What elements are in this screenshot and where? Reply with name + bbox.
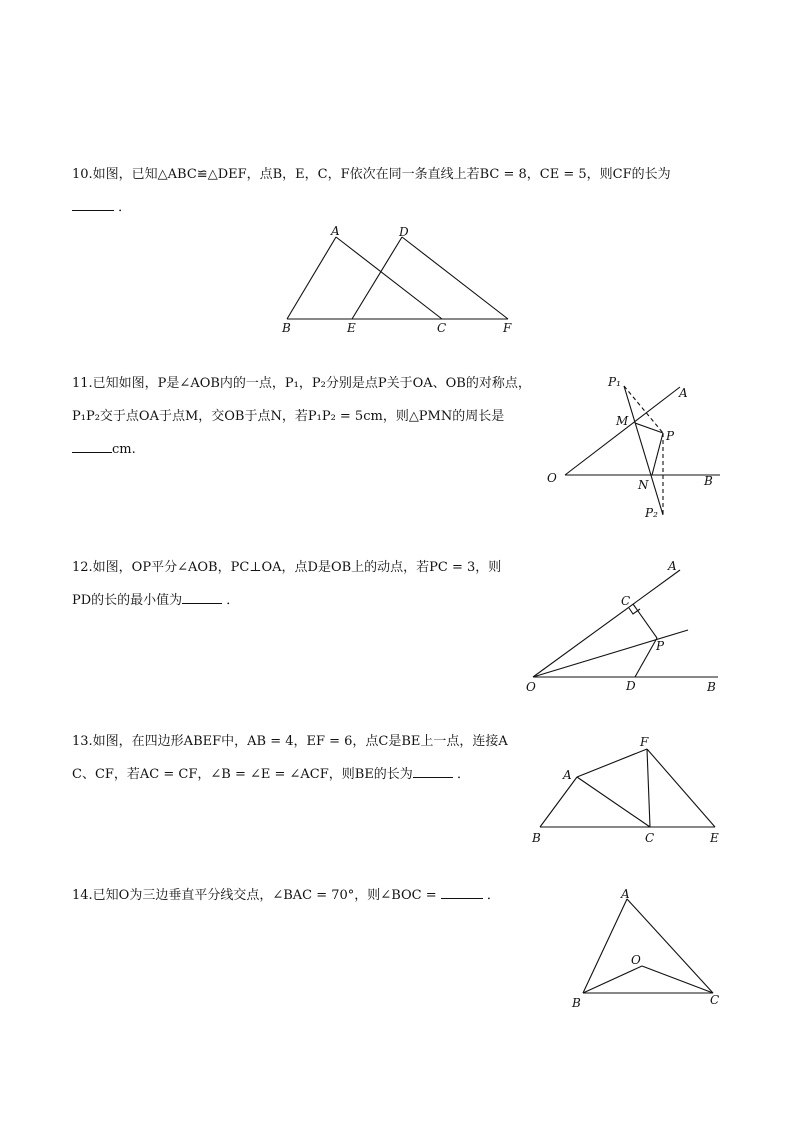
segment-AC — [577, 777, 650, 827]
label-A: A — [331, 224, 340, 238]
label-C: C — [621, 594, 631, 608]
segment-CP — [633, 604, 657, 638]
q10-period: ． — [114, 200, 132, 215]
q11-figure — [540, 372, 730, 522]
label-E: E — [347, 321, 356, 335]
question-13 — [72, 725, 508, 791]
segment-BO — [583, 966, 642, 993]
label-A: A — [679, 386, 688, 400]
segment-AF — [577, 749, 647, 777]
label-B: B — [704, 474, 713, 488]
ray-OP — [533, 630, 688, 677]
question-12 — [72, 551, 501, 617]
label-C: C — [437, 321, 447, 335]
label-P: P — [666, 429, 675, 443]
label-P1: P₁ — [608, 375, 621, 389]
q13-period: ． — [452, 767, 470, 782]
segment-PD — [635, 638, 657, 677]
label-D: D — [399, 225, 409, 239]
q12-text-line1: 12.如图，OP平分∠AOB，PC⊥OA，点D是OB上的动点，若PC = 3，则 — [72, 560, 502, 575]
question-10 — [72, 158, 671, 224]
label-C: C — [710, 993, 720, 1007]
segment-DE — [352, 237, 402, 319]
label-B: B — [707, 680, 716, 694]
q10-text-line1: 10.如图，已知△ABC≌△DEF，点B，E，C，F依次在同一条直线上若BC = 8，CE = 5，则CF的长为 — [72, 167, 671, 182]
q10-answer-blank[interactable] — [72, 196, 114, 211]
label-B: B — [282, 321, 291, 335]
q11-unit: cm. — [112, 442, 136, 457]
segment-BA — [540, 777, 577, 827]
label-M: M — [616, 414, 629, 428]
label-P: P — [656, 639, 665, 653]
q14-text: 14.已知O为三边垂直平分线交点，∠BAC = 70°，则∠BOC = — [72, 888, 441, 903]
label-A: A — [668, 559, 677, 573]
label-N: N — [638, 478, 649, 492]
q11-text-line2: P₁P₂交于点OA于点M，交OB于点N，若P₁P₂ = 5cm，则△PMN的周长是 — [72, 409, 505, 424]
label-A: A — [621, 887, 630, 901]
segment-CF — [647, 749, 650, 827]
label-A: A — [563, 768, 572, 782]
ray-OA — [533, 570, 680, 677]
segment-MP — [635, 423, 663, 433]
segment-AC — [627, 899, 713, 993]
q11-text-line1: 11.已知如图，P是∠AOB内的一点，P₁，P₂分别是点P关于OA、OB的对称点， — [72, 376, 531, 391]
q12-figure — [520, 558, 730, 703]
label-P2: P₂ — [645, 506, 658, 520]
q12-period: ． — [222, 593, 240, 608]
segment-BA — [583, 899, 627, 993]
label-F: F — [503, 321, 512, 335]
segment-AB — [287, 237, 336, 319]
q11-answer-blank[interactable] — [72, 438, 112, 453]
q14-answer-blank[interactable] — [441, 884, 483, 899]
q13-text-line1: 13.如图，在四边形ABEF中，AB = 4，EF = 6，点C是BE上一点，连接A — [72, 734, 508, 749]
label-F: F — [640, 735, 649, 749]
q12-text-line2: PD的长的最小值为 — [72, 593, 183, 608]
label-O: O — [526, 680, 536, 694]
question-14 — [72, 879, 500, 912]
q13-text-line2: C、CF，若AC = CF，∠B = ∠E = ∠ACF，则BE的长为 — [72, 767, 413, 782]
label-C: C — [645, 831, 655, 845]
question-11 — [72, 367, 531, 466]
q14-figure — [565, 882, 730, 1012]
q13-answer-blank[interactable] — [413, 763, 453, 778]
label-O: O — [547, 471, 557, 485]
segment-P1P2 — [624, 386, 663, 515]
q10-figure — [270, 222, 530, 342]
label-E: E — [710, 831, 719, 845]
segment-FE — [647, 749, 715, 827]
segment-AC — [336, 237, 442, 319]
q14-period: ． — [482, 888, 500, 903]
q13-figure — [525, 732, 730, 847]
q12-answer-blank[interactable] — [182, 589, 222, 604]
segment-PN — [652, 433, 663, 475]
label-D: D — [626, 679, 636, 693]
label-B: B — [532, 831, 541, 845]
label-B: B — [572, 996, 581, 1010]
segment-DF — [402, 237, 508, 319]
label-O: O — [631, 953, 641, 967]
segment-OC — [642, 966, 713, 993]
